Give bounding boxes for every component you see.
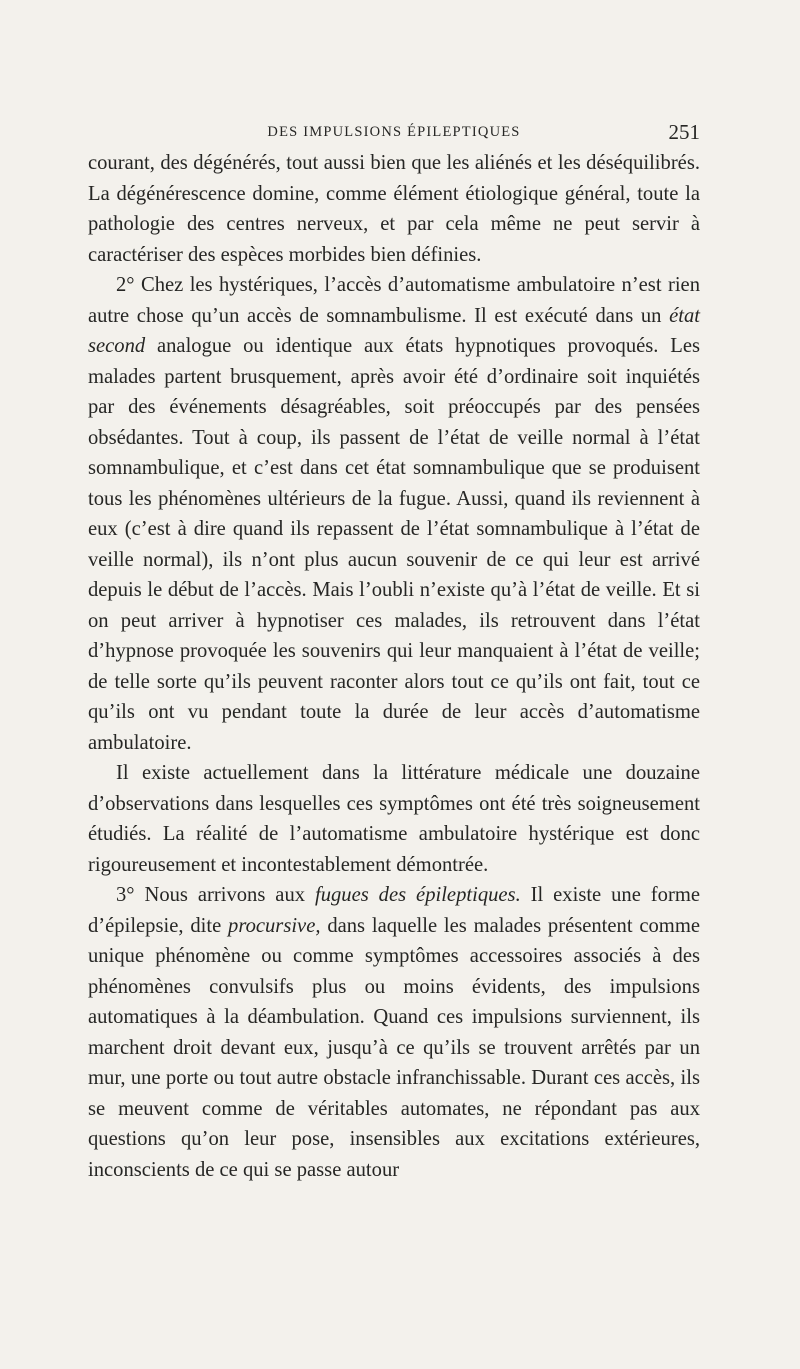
paragraph-continuation bbox=[88, 148, 700, 270]
paragraph-text: dans laquelle les malades présentent comme unique phénomène ou comme symptômes accessoires associés à des phénomènes convulsifs plus ou moins évidents, des impulsions automatiques à la déambulation. Quand ces impulsions surviennent, ils marchent droit devant eux, jusqu’à ce qu’ils se trouvent arrêtés par un mur, une porte ou tout autre obstacle infranchissable. Durant ces accès, ils se meuvent comme de véritables automates, ne répondant pas aux questions qu’on leur pose, insensibles aux excitations extérieures, inconscients de ce qui se passe autour bbox=[88, 914, 700, 1181]
italic-term: fugues des épileptiques. bbox=[314, 884, 521, 906]
paragraph-text: Il existe actuellement dans la littérature médicale une douzaine d’observations dans lesquelles ces symptômes ont été très soigneusement étudiés. La réalité de l’automatisme ambulatoire hystérique est donc rigoureusement et incontestablement démontrée. bbox=[88, 762, 700, 876]
paragraph-hysterical-automatism bbox=[88, 270, 700, 758]
body-text bbox=[88, 148, 700, 1185]
paragraph-text: Il existe une forme d’épilepsie, dite bbox=[88, 884, 700, 937]
page-number: 251 bbox=[668, 120, 700, 144]
italic-term: état second bbox=[88, 304, 700, 357]
paragraph-text: analogue ou identique aux états hypnotiques provoqués. Les malades partent brusquement, après avoir été d’ordinaire soit inquiétés par des événements désagréables, soit préoccupés par des pensées obsédantes. Tout à coup, ils passent de l’état de veille normal à l’état somnambulique, et c’est dans cet état somnambulique que se produisent tous les phénomènes ultérieurs de la fugue. Aussi, quand ils reviennent à eux (c’est à dire quand ils repassent de l’état somnambulique à l’état de veille normal), ils n’ont plus aucun souvenir de ce qui leur est arrivé depuis le début de l’accès. Mais l’oubli n’existe qu’à l’état de veille. Et si on peut arriver à hypnotiser ces malades, ils retrouvent dans l’état d’hypnose provoquée les souvenirs qui leur manquaient à l’état de veille; de telle sorte qu’ils peuvent raconter alors tout ce qu’ils ont fait, tout ce qu’ils ont vu pendant toute la durée de leur accès d’automatisme ambulatoire. bbox=[88, 335, 700, 754]
paragraph-text: 3° Nous arrivons aux bbox=[116, 884, 315, 906]
running-head bbox=[88, 120, 700, 144]
paragraph-text: courant, des dégénérés, tout aussi bien que les aliénés et les déséquilibrés. La dégénérescence domine, comme élément étiologique général, toute la pathologie des centres nerveux, et par cela même ne peut servir à caractériser des espèces morbides bien définies. bbox=[88, 152, 700, 266]
paragraph-epileptic-fugues bbox=[88, 880, 700, 1185]
paragraph-observations bbox=[88, 758, 700, 880]
italic-term: procursive, bbox=[228, 914, 321, 937]
running-title: DES IMPULSIONS ÉPILEPTIQUES bbox=[267, 124, 521, 140]
paragraph-text: 2° Chez les hystériques, l’accès d’automatisme ambulatoire n’est rien autre chose qu’un accès de somnambulisme. Il est exécuté dans un bbox=[88, 274, 700, 327]
